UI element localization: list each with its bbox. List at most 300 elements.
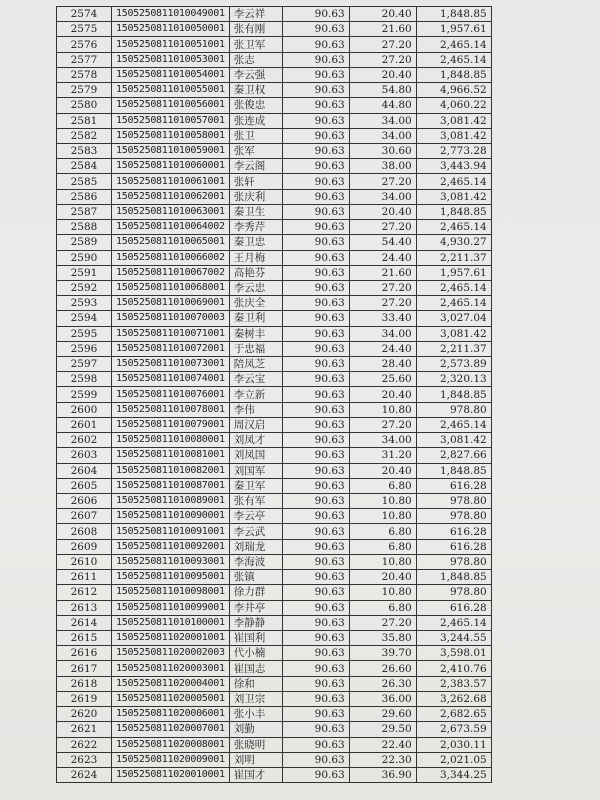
amount-value: 1,848.85: [416, 463, 491, 478]
unit-price: 90.63: [282, 326, 349, 341]
household-id: 1505250811010071001: [112, 326, 230, 341]
area-value: 20.40: [349, 204, 416, 219]
row-number: 2591: [57, 265, 112, 280]
amount-value: 2,211.37: [416, 341, 491, 356]
household-id: 1505250811010089001: [112, 494, 230, 509]
row-number: 2605: [57, 478, 112, 493]
table-row: [57, 722, 492, 737]
area-value: 24.40: [349, 341, 416, 356]
amount-value: 3,027.04: [416, 311, 491, 326]
row-number: 2610: [57, 554, 112, 569]
table-row: [57, 128, 492, 143]
table-row: [57, 554, 492, 569]
area-value: 36.90: [349, 767, 416, 782]
household-name: 张晓明: [229, 737, 282, 752]
household-id: 1505250811010058001: [112, 128, 230, 143]
area-value: 25.60: [349, 372, 416, 387]
household-name: 刘明: [229, 752, 282, 767]
row-number: 2577: [57, 52, 112, 67]
area-value: 27.20: [349, 615, 416, 630]
area-value: 34.00: [349, 128, 416, 143]
area-value: 27.20: [349, 220, 416, 235]
household-id: 1505250811020010001: [112, 767, 230, 782]
row-number: 2585: [57, 174, 112, 189]
unit-price: 90.63: [282, 372, 349, 387]
household-name: 刘瑞龙: [229, 539, 282, 554]
household-id: 1505250811010100001: [112, 615, 230, 630]
unit-price: 90.63: [282, 539, 349, 554]
unit-price: 90.63: [282, 722, 349, 737]
household-id: 1505250811010055001: [112, 83, 230, 98]
row-number: 2580: [57, 98, 112, 113]
area-value: 35.80: [349, 630, 416, 645]
table-row: [57, 433, 492, 448]
household-id: 1505250811020005001: [112, 691, 230, 706]
table-row: [57, 143, 492, 158]
amount-value: 3,443.94: [416, 159, 491, 174]
unit-price: 90.63: [282, 600, 349, 615]
unit-price: 90.63: [282, 646, 349, 661]
row-number: 2589: [57, 235, 112, 250]
area-value: 6.80: [349, 539, 416, 554]
amount-value: 1,848.85: [416, 67, 491, 82]
unit-price: 90.63: [282, 615, 349, 630]
area-value: 30.60: [349, 143, 416, 158]
household-id: 1505250811010073001: [112, 357, 230, 372]
household-name: 崔国才: [229, 767, 282, 782]
table-row: [57, 159, 492, 174]
table-row: [57, 691, 492, 706]
household-name: 李云祥: [229, 7, 282, 22]
amount-value: 2,465.14: [416, 37, 491, 52]
unit-price: 90.63: [282, 174, 349, 189]
household-name: 周汉启: [229, 417, 282, 432]
amount-value: 978.80: [416, 402, 491, 417]
unit-price: 90.63: [282, 661, 349, 676]
row-number: 2574: [57, 7, 112, 22]
household-name: 李静静: [229, 615, 282, 630]
table-row: [57, 707, 492, 722]
amount-value: 1,957.61: [416, 265, 491, 280]
table-row: [57, 509, 492, 524]
household-name: 张庆利: [229, 189, 282, 204]
area-value: 20.40: [349, 7, 416, 22]
household-id: 1505250811010091001: [112, 524, 230, 539]
area-value: 20.40: [349, 67, 416, 82]
household-name: 李云亭: [229, 509, 282, 524]
row-number: 2586: [57, 189, 112, 204]
table-row: [57, 494, 492, 509]
row-number: 2583: [57, 143, 112, 158]
household-name: 李秀芹: [229, 220, 282, 235]
row-number: 2582: [57, 128, 112, 143]
area-value: 36.00: [349, 691, 416, 706]
table-row: [57, 341, 492, 356]
household-id: 1505250811010067002: [112, 265, 230, 280]
household-name: 李海波: [229, 554, 282, 569]
area-value: 20.40: [349, 387, 416, 402]
household-name: 秦卫军: [229, 478, 282, 493]
household-name: 秦卫忠: [229, 235, 282, 250]
household-id: 1505250811020009001: [112, 752, 230, 767]
household-id: 1505250811010099001: [112, 600, 230, 615]
table-row: [57, 737, 492, 752]
area-value: 24.40: [349, 250, 416, 265]
household-id: 1505250811010069001: [112, 296, 230, 311]
amount-value: 616.28: [416, 524, 491, 539]
household-id: 1505250811020006001: [112, 707, 230, 722]
amount-value: 2,320.13: [416, 372, 491, 387]
table-row: [57, 448, 492, 463]
household-name: 张卫: [229, 128, 282, 143]
household-name: 李井亭: [229, 600, 282, 615]
amount-value: 978.80: [416, 554, 491, 569]
area-value: 34.00: [349, 326, 416, 341]
row-number: 2615: [57, 630, 112, 645]
household-name: 刘卫宗: [229, 691, 282, 706]
table-row: [57, 357, 492, 372]
amount-value: 3,081.42: [416, 128, 491, 143]
table-row: [57, 326, 492, 341]
amount-value: 978.80: [416, 585, 491, 600]
row-number: 2606: [57, 494, 112, 509]
household-name: 张志: [229, 52, 282, 67]
area-value: 10.80: [349, 554, 416, 569]
area-value: 27.20: [349, 280, 416, 295]
table-row: [57, 615, 492, 630]
table-row: [57, 676, 492, 691]
unit-price: 90.63: [282, 707, 349, 722]
unit-price: 90.63: [282, 83, 349, 98]
amount-value: 1,957.61: [416, 22, 491, 37]
household-id: 1505250811010066002: [112, 250, 230, 265]
household-id: 1505250811010074001: [112, 372, 230, 387]
household-id: 1505250811010076001: [112, 387, 230, 402]
unit-price: 90.63: [282, 554, 349, 569]
household-name: 张有刚: [229, 22, 282, 37]
household-name: 刘国军: [229, 463, 282, 478]
amount-value: 3,344.25: [416, 767, 491, 782]
table-row: [57, 189, 492, 204]
unit-price: 90.63: [282, 220, 349, 235]
area-value: 27.20: [349, 52, 416, 67]
amount-value: 2,465.14: [416, 615, 491, 630]
area-value: 34.00: [349, 113, 416, 128]
table-row: [57, 372, 492, 387]
row-number: 2593: [57, 296, 112, 311]
amount-value: 2,465.14: [416, 174, 491, 189]
area-value: 21.60: [349, 265, 416, 280]
table-row: [57, 52, 492, 67]
unit-price: 90.63: [282, 204, 349, 219]
amount-value: 2,211.37: [416, 250, 491, 265]
household-name: 李云阁: [229, 159, 282, 174]
row-number: 2575: [57, 22, 112, 37]
household-id: 1505250811010059001: [112, 143, 230, 158]
table-row: [57, 646, 492, 661]
household-name: 李云宝: [229, 372, 282, 387]
household-id: 1505250811010092001: [112, 539, 230, 554]
household-id: 1505250811010070003: [112, 311, 230, 326]
row-number: 2596: [57, 341, 112, 356]
unit-price: 90.63: [282, 159, 349, 174]
amount-value: 3,081.42: [416, 433, 491, 448]
area-value: 29.60: [349, 707, 416, 722]
row-number: 2618: [57, 676, 112, 691]
amount-value: 2,465.14: [416, 296, 491, 311]
household-id: 1505250811010065001: [112, 235, 230, 250]
household-name: 张小丰: [229, 707, 282, 722]
household-name: 秦树丰: [229, 326, 282, 341]
unit-price: 90.63: [282, 311, 349, 326]
area-value: 31.20: [349, 448, 416, 463]
area-value: 39.70: [349, 646, 416, 661]
amount-value: 3,081.42: [416, 326, 491, 341]
unit-price: 90.63: [282, 98, 349, 113]
row-number: 2619: [57, 691, 112, 706]
amount-value: 2,673.59: [416, 722, 491, 737]
table-row: [57, 98, 492, 113]
area-value: 22.30: [349, 752, 416, 767]
household-id: 1505250811020001001: [112, 630, 230, 645]
area-value: 44.80: [349, 98, 416, 113]
unit-price: 90.63: [282, 691, 349, 706]
table-row: [57, 600, 492, 615]
unit-price: 90.63: [282, 189, 349, 204]
household-id: 1505250811020007001: [112, 722, 230, 737]
unit-price: 90.63: [282, 676, 349, 691]
household-id: 1505250811010082001: [112, 463, 230, 478]
amount-value: 2,383.57: [416, 676, 491, 691]
table-row: [57, 113, 492, 128]
amount-value: 2,021.05: [416, 752, 491, 767]
unit-price: 90.63: [282, 463, 349, 478]
amount-value: 616.28: [416, 478, 491, 493]
row-number: 2579: [57, 83, 112, 98]
household-id: 1505250811010081001: [112, 448, 230, 463]
household-id: 1505250811010090001: [112, 509, 230, 524]
household-id: 1505250811010050001: [112, 22, 230, 37]
household-id: 1505250811010072001: [112, 341, 230, 356]
table-row: [57, 463, 492, 478]
table-row: [57, 250, 492, 265]
unit-price: 90.63: [282, 235, 349, 250]
unit-price: 90.63: [282, 478, 349, 493]
household-id: 1505250811020003001: [112, 661, 230, 676]
unit-price: 90.63: [282, 448, 349, 463]
household-name: 秦卫权: [229, 83, 282, 98]
household-name: 徐和: [229, 676, 282, 691]
amount-value: 2,030.11: [416, 737, 491, 752]
row-number: 2611: [57, 570, 112, 585]
unit-price: 90.63: [282, 22, 349, 37]
table-row: [57, 387, 492, 402]
household-name: 徐力群: [229, 585, 282, 600]
table-row: [57, 174, 492, 189]
row-number: 2581: [57, 113, 112, 128]
unit-price: 90.63: [282, 402, 349, 417]
amount-value: 3,262.68: [416, 691, 491, 706]
unit-price: 90.63: [282, 113, 349, 128]
ledger-body: [57, 7, 492, 783]
row-number: 2603: [57, 448, 112, 463]
area-value: 26.30: [349, 676, 416, 691]
table-row: [57, 7, 492, 22]
unit-price: 90.63: [282, 296, 349, 311]
household-name: 李云武: [229, 524, 282, 539]
household-name: 崔国利: [229, 630, 282, 645]
amount-value: 616.28: [416, 539, 491, 554]
row-number: 2623: [57, 752, 112, 767]
row-number: 2587: [57, 204, 112, 219]
area-value: 6.80: [349, 478, 416, 493]
table-row: [57, 220, 492, 235]
household-name: 陪凤芝: [229, 357, 282, 372]
household-id: 1505250811010057001: [112, 113, 230, 128]
unit-price: 90.63: [282, 7, 349, 22]
row-number: 2584: [57, 159, 112, 174]
household-name: 王月梅: [229, 250, 282, 265]
unit-price: 90.63: [282, 417, 349, 432]
area-value: 22.40: [349, 737, 416, 752]
row-number: 2590: [57, 250, 112, 265]
table-row: [57, 585, 492, 600]
household-id: 1505250811010080001: [112, 433, 230, 448]
row-number: 2620: [57, 707, 112, 722]
unit-price: 90.63: [282, 752, 349, 767]
row-number: 2613: [57, 600, 112, 615]
row-number: 2604: [57, 463, 112, 478]
unit-price: 90.63: [282, 387, 349, 402]
row-number: 2595: [57, 326, 112, 341]
household-id: 1505250811010093001: [112, 554, 230, 569]
row-number: 2599: [57, 387, 112, 402]
unit-price: 90.63: [282, 494, 349, 509]
area-value: 34.00: [349, 189, 416, 204]
ledger-table: [56, 6, 492, 783]
row-number: 2588: [57, 220, 112, 235]
table-row: [57, 235, 492, 250]
household-name: 李云强: [229, 67, 282, 82]
table-row: [57, 265, 492, 280]
household-id: 1505250811010078001: [112, 402, 230, 417]
household-name: 刘勤: [229, 722, 282, 737]
row-number: 2617: [57, 661, 112, 676]
row-number: 2607: [57, 509, 112, 524]
amount-value: 1,848.85: [416, 204, 491, 219]
household-id: 1505250811020002003: [112, 646, 230, 661]
area-value: 27.20: [349, 37, 416, 52]
table-row: [57, 570, 492, 585]
table-row: [57, 478, 492, 493]
unit-price: 90.63: [282, 767, 349, 782]
row-number: 2622: [57, 737, 112, 752]
household-name: 张有军: [229, 494, 282, 509]
household-name: 李伟: [229, 402, 282, 417]
amount-value: 978.80: [416, 494, 491, 509]
area-value: 27.20: [349, 417, 416, 432]
household-id: 1505250811010095001: [112, 570, 230, 585]
area-value: 28.40: [349, 357, 416, 372]
row-number: 2609: [57, 539, 112, 554]
area-value: 20.40: [349, 570, 416, 585]
table-row: [57, 204, 492, 219]
row-number: 2601: [57, 417, 112, 432]
area-value: 6.80: [349, 524, 416, 539]
table-row: [57, 630, 492, 645]
row-number: 2597: [57, 357, 112, 372]
area-value: 6.80: [349, 600, 416, 615]
area-value: 26.60: [349, 661, 416, 676]
household-name: 秦卫利: [229, 311, 282, 326]
household-name: 于忠福: [229, 341, 282, 356]
unit-price: 90.63: [282, 341, 349, 356]
household-name: 张轩: [229, 174, 282, 189]
household-name: 张庆全: [229, 296, 282, 311]
amount-value: 2,410.76: [416, 661, 491, 676]
unit-price: 90.63: [282, 52, 349, 67]
household-name: 张镇: [229, 570, 282, 585]
household-name: 代小楠: [229, 646, 282, 661]
amount-value: 2,465.14: [416, 417, 491, 432]
area-value: 10.80: [349, 509, 416, 524]
household-id: 1505250811020004001: [112, 676, 230, 691]
row-number: 2600: [57, 402, 112, 417]
amount-value: 1,848.85: [416, 387, 491, 402]
area-value: 27.20: [349, 296, 416, 311]
household-name: 刘凤才: [229, 433, 282, 448]
household-id: 1505250811010051001: [112, 37, 230, 52]
area-value: 54.80: [349, 83, 416, 98]
household-id: 1505250811010060001: [112, 159, 230, 174]
table-row: [57, 280, 492, 295]
household-id: 1505250811010079001: [112, 417, 230, 432]
area-value: 27.20: [349, 174, 416, 189]
household-name: 张俊忠: [229, 98, 282, 113]
amount-value: 4,930.27: [416, 235, 491, 250]
row-number: 2594: [57, 311, 112, 326]
amount-value: 3,598.01: [416, 646, 491, 661]
area-value: 29.50: [349, 722, 416, 737]
row-number: 2592: [57, 280, 112, 295]
household-name: 李云忠: [229, 280, 282, 295]
household-id: 1505250811020008001: [112, 737, 230, 752]
row-number: 2614: [57, 615, 112, 630]
area-value: 54.40: [349, 235, 416, 250]
amount-value: 2,827.66: [416, 448, 491, 463]
unit-price: 90.63: [282, 509, 349, 524]
table-row: [57, 22, 492, 37]
unit-price: 90.63: [282, 128, 349, 143]
unit-price: 90.63: [282, 250, 349, 265]
amount-value: 3,081.42: [416, 189, 491, 204]
unit-price: 90.63: [282, 585, 349, 600]
table-row: [57, 296, 492, 311]
area-value: 33.40: [349, 311, 416, 326]
household-name: 崔国志: [229, 661, 282, 676]
household-id: 1505250811010064002: [112, 220, 230, 235]
table-row: [57, 311, 492, 326]
household-id: 1505250811010053001: [112, 52, 230, 67]
amount-value: 1,848.85: [416, 7, 491, 22]
household-id: 1505250811010049001: [112, 7, 230, 22]
row-number: 2598: [57, 372, 112, 387]
table-row: [57, 402, 492, 417]
amount-value: 978.80: [416, 509, 491, 524]
household-name: 高艳芬: [229, 265, 282, 280]
amount-value: 4,966.52: [416, 83, 491, 98]
row-number: 2616: [57, 646, 112, 661]
